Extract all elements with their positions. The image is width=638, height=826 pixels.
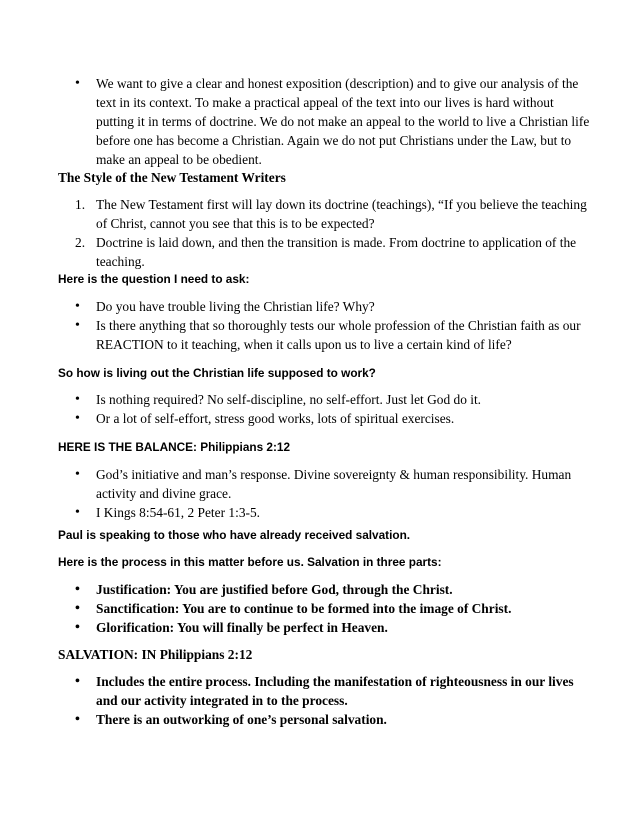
salvation-bullet-list xyxy=(58,672,592,729)
section-heading-howto: So how is living out the Christian life supposed to work? xyxy=(58,366,376,380)
list-number: 2. xyxy=(75,235,86,250)
list-item: • Or a lot of self-effort, stress good works, lots of spiritual exercises. xyxy=(58,409,592,428)
list-item xyxy=(58,195,592,233)
list-item: • Sanctification: You are to continue to be formed into the image of Christ. xyxy=(58,599,592,618)
list-item: • There is an outworking of one’s personal salvation. xyxy=(58,710,592,729)
list-item: • Do you have trouble living the Christian life? Why? xyxy=(58,297,592,316)
list-text: The New Testament first will lay down its doctrine (teachings), “If you believe the teaching of Christ, cannot you see that this is to be expected? xyxy=(96,197,587,231)
list-item: • Justification: You are justified before God, through the Christ. xyxy=(58,580,592,599)
list-item: • Includes the entire process. Including the manifestation of righteousness in our lives and our activity integrated in to the process. xyxy=(58,672,592,710)
list-text: Doctrine is laid down, and then the transition is made. From doctrine to application of the teaching. xyxy=(96,235,577,269)
list-item: • We want to give a clear and honest exposition (description) and to give our analysis of the text in its context. To make a practical appeal of the text into our lives is hard without putting it in terms of doctrine. We do not make an appeal to the world to live a Christian life before one has become a Christian. Again we do not put Christians under the Law, but to make an appeal to be obedient. xyxy=(58,74,592,169)
section-heading-salvation: SALVATION: IN Philippians 2:12 xyxy=(58,647,253,662)
balance-bullet-list xyxy=(58,465,592,522)
howto-bullet-list xyxy=(58,390,592,428)
style-numbered-list xyxy=(58,195,592,271)
list-item xyxy=(58,233,592,271)
section-heading-balance: HERE IS THE BALANCE: Philippians 2:12 xyxy=(58,440,291,454)
intro-bullet-list xyxy=(58,74,592,169)
list-item: • God’s initiative and man’s response. Divine sovereignty & human responsibility. Human activity and divine grace. xyxy=(58,465,592,503)
list-item: • I Kings 8:54-61, 2 Peter 1:3-5. xyxy=(58,503,592,522)
section-heading-process: Here is the process in this matter before us. Salvation in three parts: xyxy=(58,555,442,569)
list-item: • Glorification: You will finally be perfect in Heaven. xyxy=(58,618,592,637)
section-heading-paul: Paul is speaking to those who have already received salvation. xyxy=(58,528,411,542)
section-heading-style: The Style of the New Testament Writers xyxy=(58,170,286,185)
list-item: • Is nothing required? No self-discipline, no self-effort. Just let God do it. xyxy=(58,390,592,409)
list-number: 1. xyxy=(75,197,86,212)
process-bullet-list xyxy=(58,580,592,637)
section-heading-question: Here is the question I need to ask: xyxy=(58,272,250,286)
list-item: • Is there anything that so thoroughly tests our whole profession of the Christian faith as our REACTION to it teaching, when it calls upon us to live a certain kind of life? xyxy=(58,316,592,354)
question-bullet-list xyxy=(58,297,592,354)
